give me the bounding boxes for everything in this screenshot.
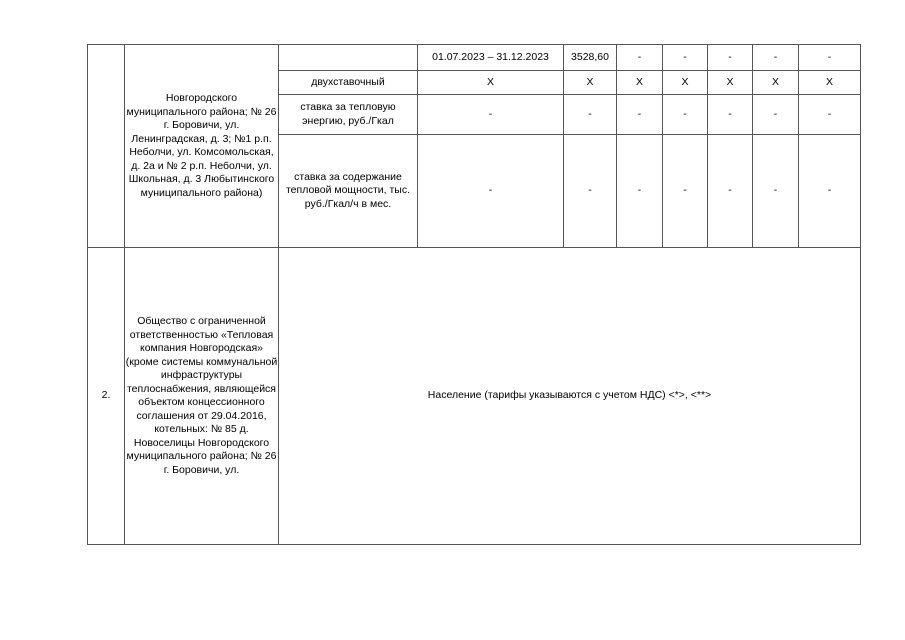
group-header-cell: Население (тарифы указываются с учетом НДС) <*>, <**> (279, 248, 861, 545)
row-number-cell: 2. (88, 248, 125, 545)
table-row (88, 248, 861, 545)
tariff-table (87, 44, 861, 545)
organization-cell: Общество с ограниченной ответственностью «Тепловая компания Новгородская» (кроме системы коммунальной инфраструктуры теплоснабжения, являющейся объектом концессионного соглашения от 29.04.2016, котельных: № 85 д. Новоселицы Новгородского муниципального района; № 26 г. Боровичи, ул. (125, 248, 279, 545)
value-cell: - (753, 135, 799, 248)
rate-label-cell (279, 45, 418, 71)
value-cell: - (799, 95, 861, 135)
rate-label-cell: ставка за содержание тепловой мощности, тыс. руб./Гкал/ч в мес. (279, 135, 418, 248)
value-cell: - (753, 95, 799, 135)
value-cell: - (708, 45, 753, 71)
value-cell: X (708, 71, 753, 95)
value-cell: - (663, 135, 708, 248)
value-cell: - (753, 45, 799, 71)
value-cell: X (663, 71, 708, 95)
rate-label-cell: двухставочный (279, 71, 418, 95)
value-cell: - (663, 95, 708, 135)
value-cell: X (753, 71, 799, 95)
value-cell: - (617, 135, 663, 248)
rate-label-cell: ставка за тепловую энергию, руб./Гкал (279, 95, 418, 135)
value-cell: - (708, 95, 753, 135)
value-cell: X (799, 71, 861, 95)
row-number-cell (88, 45, 125, 248)
value-cell: X (617, 71, 663, 95)
value-cell: - (663, 45, 708, 71)
value-cell: - (617, 95, 663, 135)
period-cell: X (418, 71, 564, 95)
period-cell: - (418, 135, 564, 248)
value-cell: - (799, 135, 861, 248)
value-cell: - (617, 45, 663, 71)
organization-cell: Новгородского муниципального района; № 26 г. Боровичи, ул. Ленинградская, д. 3; №1 р.п. Неболчи, ул. Комсомольская, д. 2а и № 2 р.п. Неболчи, ул. Школьная, д. 3 Любытинского муниципального района) (125, 45, 279, 248)
value-cell: - (708, 135, 753, 248)
value-cell: - (564, 95, 617, 135)
value-cell: - (564, 135, 617, 248)
value-cell: 3528,60 (564, 45, 617, 71)
period-cell: 01.07.2023 – 31.12.2023 (418, 45, 564, 71)
table-row (88, 45, 861, 71)
period-cell: - (418, 95, 564, 135)
value-cell: - (799, 45, 861, 71)
value-cell: X (564, 71, 617, 95)
